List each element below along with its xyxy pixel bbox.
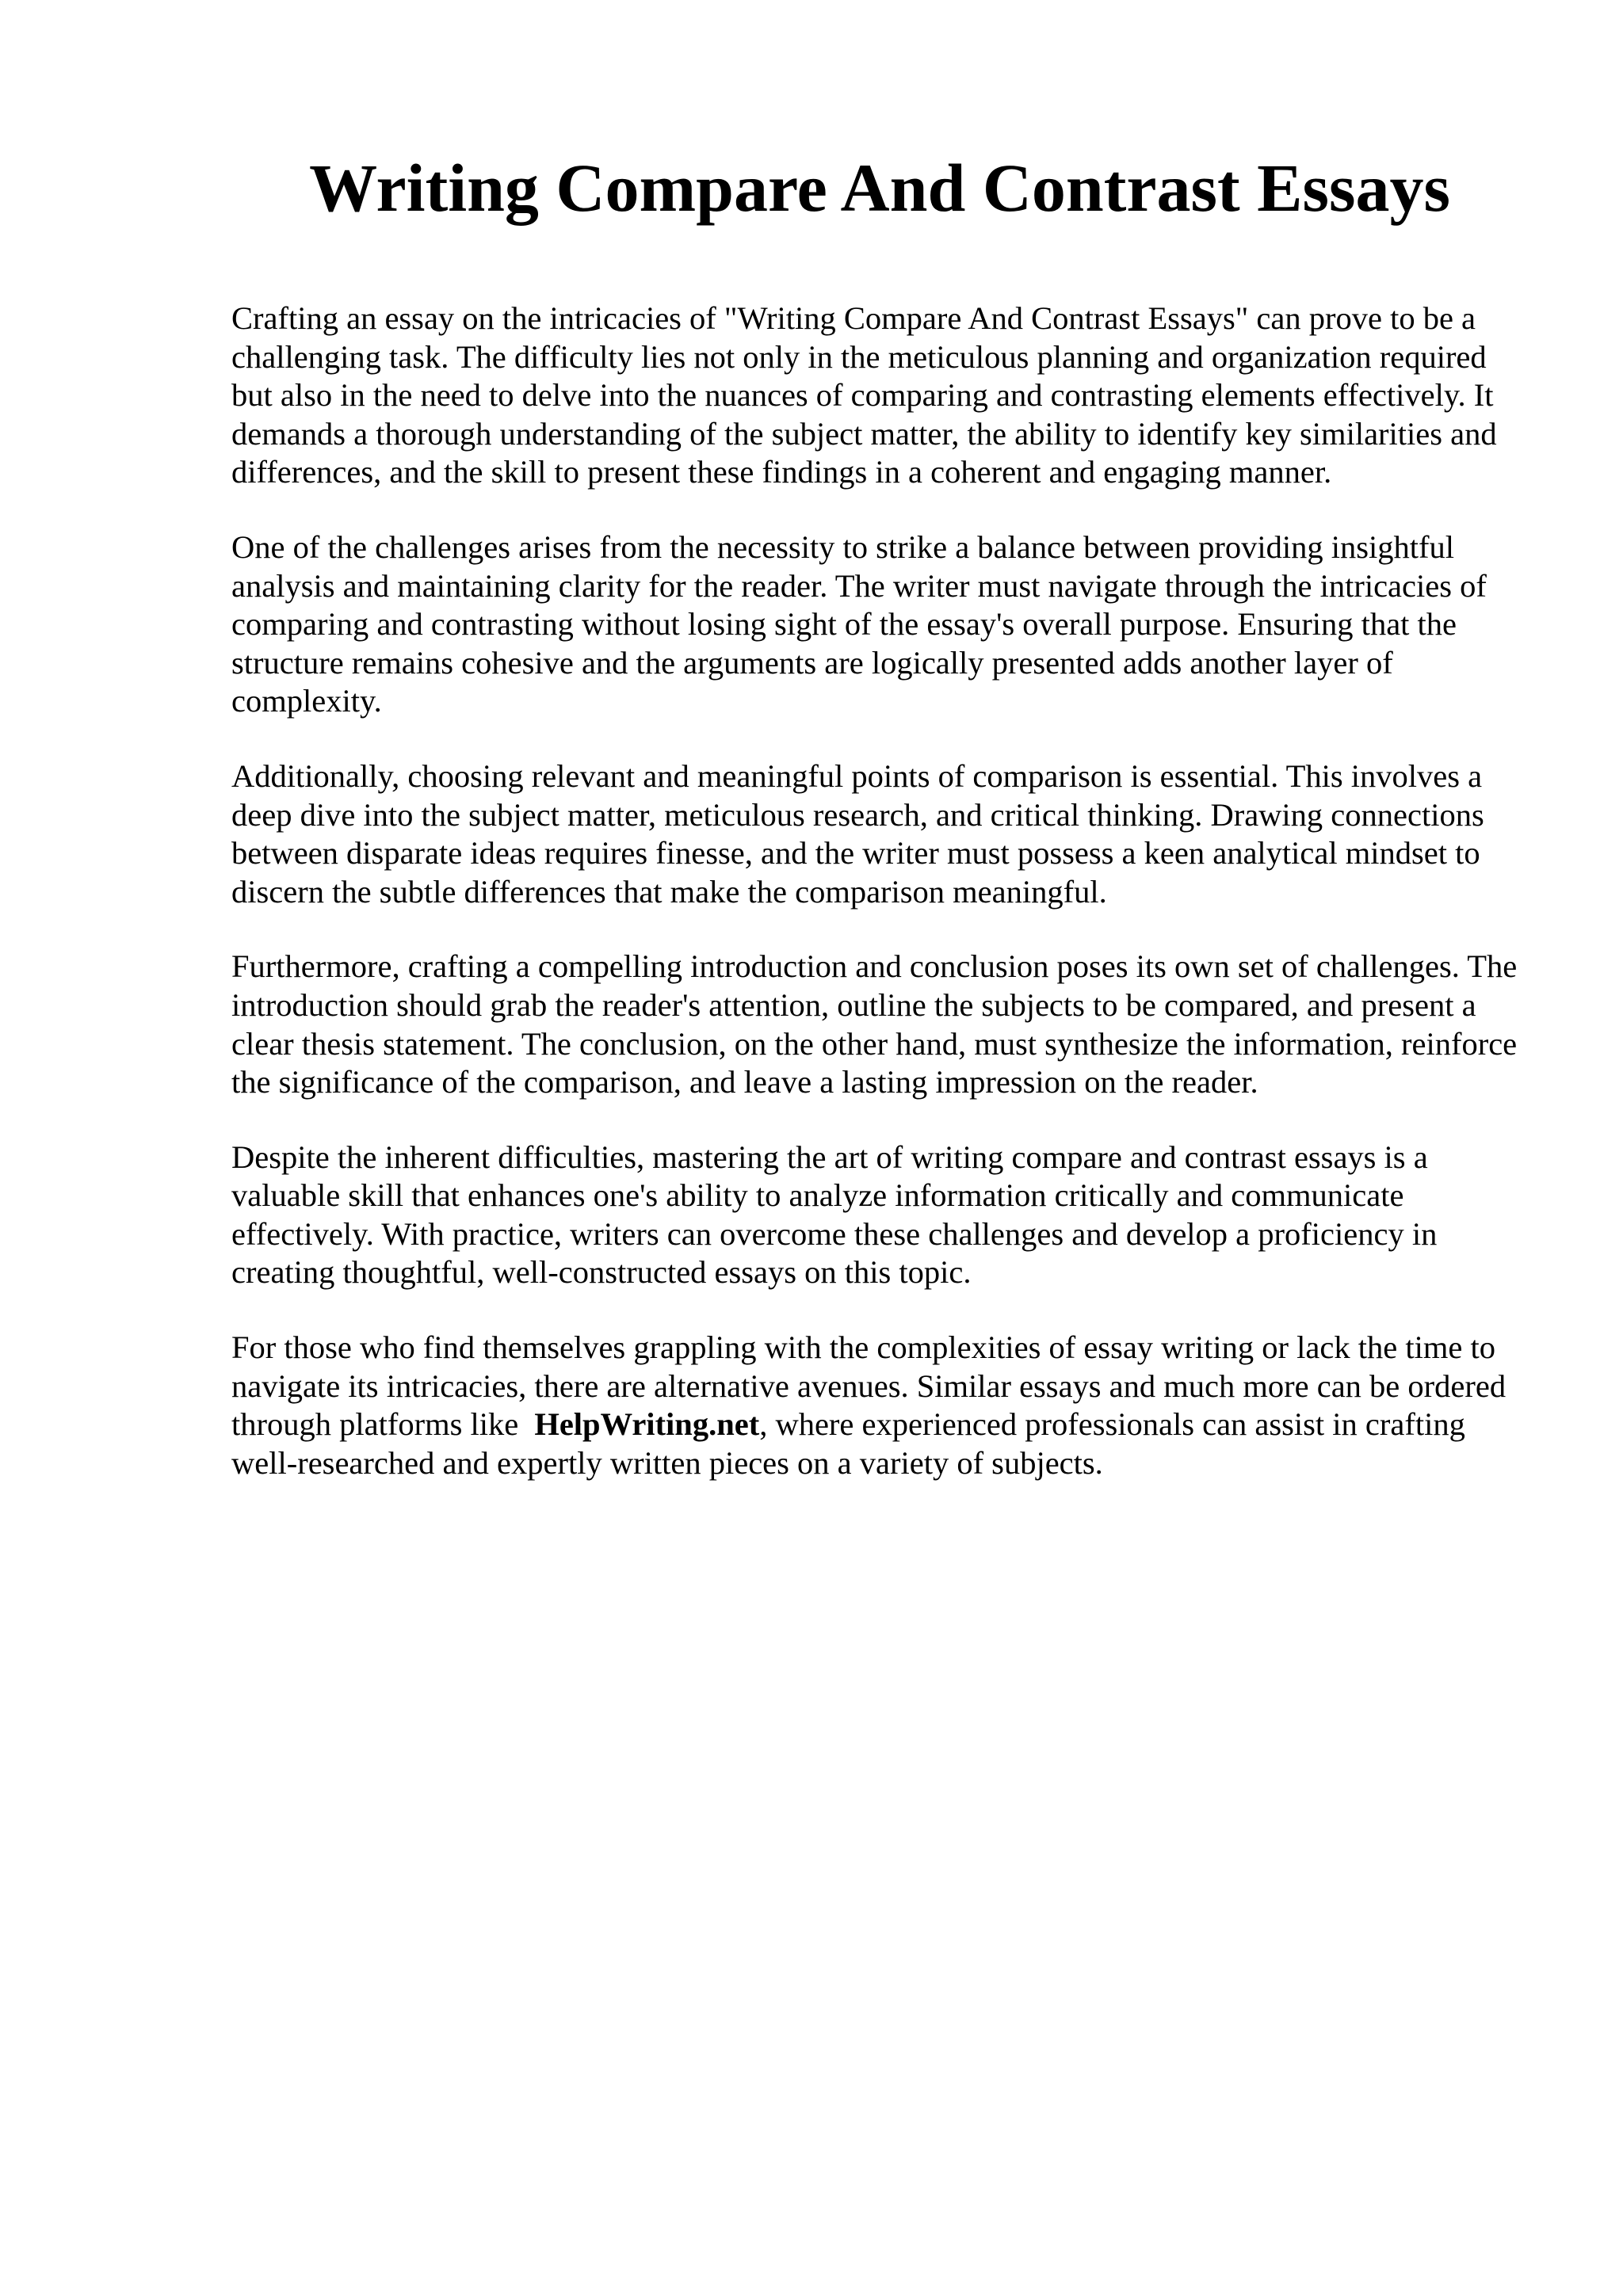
paragraph-6 xyxy=(231,1329,1523,1482)
paragraph-5: Despite the inherent difficulties, mastering the art of writing compare and contrast essays is a valuable skill that enhances one's ability to analyze information critically and communicate effectively. With practice, writers can overcome these challenges and develop a proficiency in creating thoughtful, well-constructed essays on this topic. xyxy=(231,1138,1438,1291)
document-body xyxy=(231,299,1523,1519)
helpwriting-link[interactable]: HelpWriting.net xyxy=(534,1406,760,1443)
paragraph-6-text-before: For those who find themselves grappling with the complexities of essay writing or lack the time to navigate its intricacies, there are alternative avenues. Similar essays and much more can be ordered through platforms like xyxy=(231,1329,1507,1443)
paragraph-6-text-after: , where experienced professionals can assist in crafting well-researched and expertly written pieces on a variety of subjects. xyxy=(231,1406,1465,1481)
paragraph-1: Crafting an essay on the intricacies of "Writing Compare And Contrast Essays" can prove to be a challenging task. The difficulty lies not only in the meticulous planning and organization required but also in the need to delve into the nuances of comparing and contrasting elements effectively. It demands a thorough understanding of the subject matter, the ability to identify key similarities and differences, and the skill to present these findings in a coherent and engaging manner. xyxy=(231,300,1497,490)
paragraph-2: One of the challenges arises from the necessity to strike a balance between providing insightful analysis and maintaining clarity for the reader. The writer must navigate through the intricacies of comparing and contrasting without losing sight of the essay's overall purpose. Ensuring that the structure remains cohesive and the arguments are logically presented adds another layer of complexity. xyxy=(231,528,1487,719)
paragraph-4: Furthermore, crafting a compelling introduction and conclusion poses its own set of challenges. The introduction should grab the reader's attention, outline the subjects to be compared, and present a clear thesis statement. The conclusion, on the other hand, must synthesize the information, reinforce the significance of the comparison, and leave a lasting impression on the reader. xyxy=(231,948,1518,1100)
paragraph-3: Additionally, choosing relevant and meaningful points of comparison is essential. This involves a deep dive into the subject matter, meticulous research, and critical thinking. Drawing connections between disparate ideas requires finesse, and the writer must possess a keen analytical mindset to discern the subtle differences that make the comparison meaningful. xyxy=(231,757,1484,910)
document-title: Writing Compare And Contrast Essays xyxy=(309,150,1450,226)
